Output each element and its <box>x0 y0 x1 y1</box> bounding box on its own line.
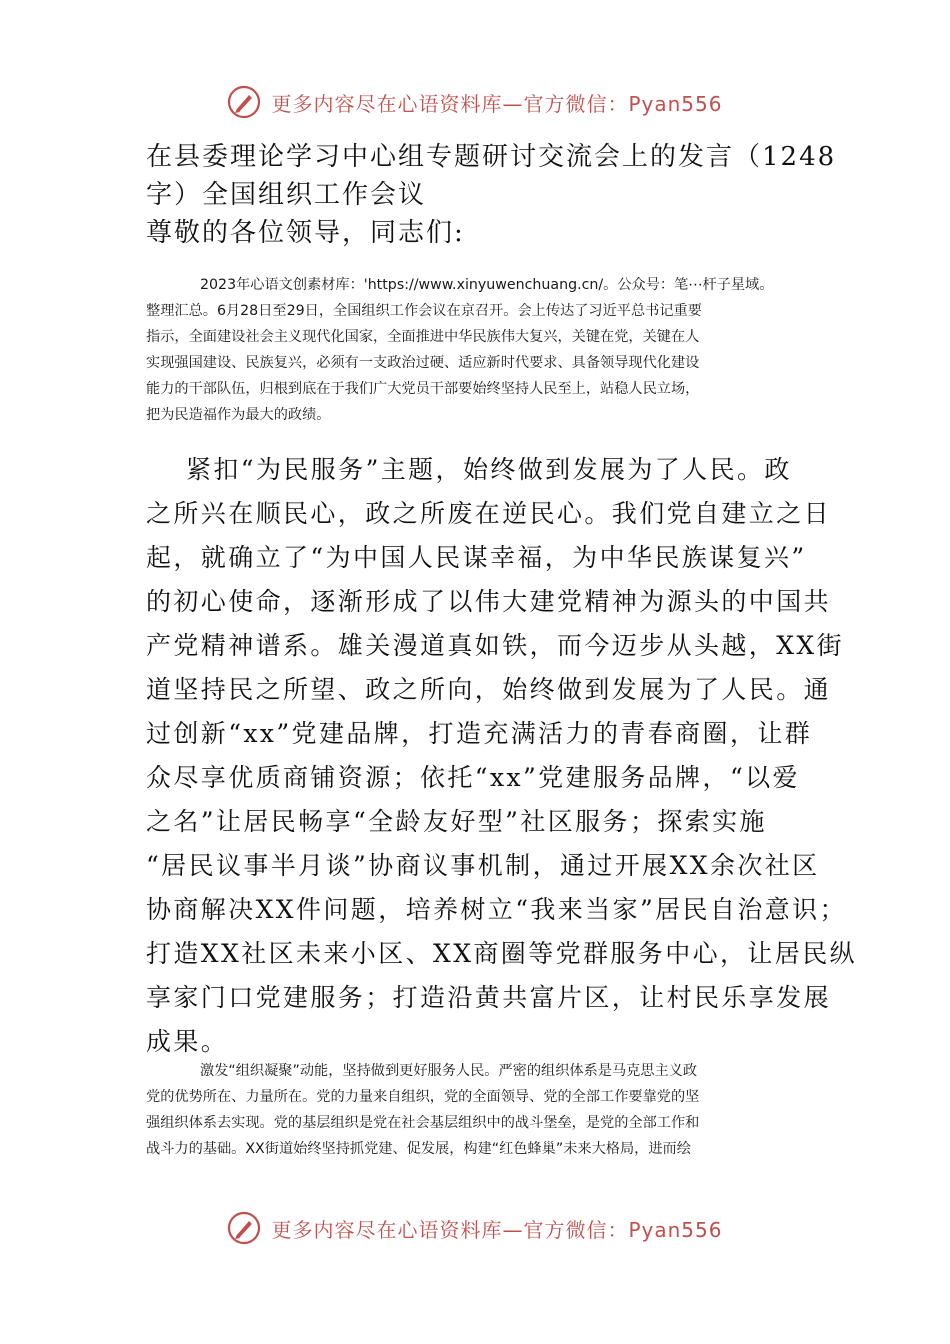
paragraph-line: 成果。 <box>146 1027 229 1056</box>
paragraph-line: 起，就确立了“为中国人民谋幸福，为中华民族谋复兴” <box>146 543 807 572</box>
paragraph-line: 指示，全面建设社会主义现代化国家，全面推进中华民族伟大复兴，关键在党，关键在人 <box>146 329 700 345</box>
main-paragraph <box>146 448 857 1064</box>
watermark-banner-top <box>0 80 950 124</box>
paragraph-line: 激发“组织凝聚”动能，坚持做到更好服务人民。严密的组织体系是马克思主义政 <box>200 1063 698 1079</box>
paragraph-line: 紧扣“为民服务”主题，始终做到发展为了人民。政 <box>186 455 792 484</box>
title-line: 在县委理论学习中心组专题研讨交流会上的发言（1248 <box>146 142 837 172</box>
pen-circle-icon <box>227 85 261 119</box>
paragraph-line: 强组织体系去实现。党的基层组织是党在社会基层组织中的战斗堡垒，是党的全部工作和 <box>146 1115 700 1131</box>
outro-paragraph <box>146 1058 816 1162</box>
paragraph-line: 享家门口党建服务；打造沿黄共富片区，让村民乐享发展 <box>146 983 832 1012</box>
paragraph-line: 整理汇总。6月28日至29日，全国组织工作会议在京召开。会上传达了习近平总书记重要 <box>146 303 702 319</box>
paragraph-line: 过创新“xx”党建品牌，打造充满活力的青春商圈，让群 <box>146 719 813 748</box>
pen-circle-icon <box>227 1211 261 1245</box>
paragraph-line: 2023年心语文创素材库：'https://www.xinyuwenchuang.cn/。公众号：笔⋯杆子星域。 <box>200 277 774 293</box>
paragraph-line: 之所兴在顺民心，政之所废在逆民心。我们党自建立之日 <box>146 499 832 528</box>
paragraph-line: “居民议事半月谈”协商议事机制，通过开展XX余次社区 <box>146 851 820 880</box>
intro-paragraph <box>146 272 816 428</box>
paragraph-line: 协商解决XX件问题，培养树立“我来当家”居民自治意识； <box>146 895 847 924</box>
watermark-text: 更多内容尽在心语资料库—官方微信：Pyan556 <box>271 1217 723 1242</box>
paragraph-line: 的初心使命，逐渐形成了以伟大建党精神为源头的中国共 <box>146 587 832 616</box>
salutation: 尊敬的各位领导，同志们: <box>146 218 465 248</box>
watermark-text: 更多内容尽在心语资料库—官方微信：Pyan556 <box>271 91 723 116</box>
paragraph-line: 众尽享优质商铺资源；依托“xx”党建服务品牌，“以爱 <box>146 763 800 792</box>
paragraph-line: 战斗力的基础。XX街道始终坚持抓党建、促发展，构建“红色蜂巢”未来大格局，进而绘 <box>146 1141 691 1157</box>
watermark-banner-bottom <box>0 1206 950 1250</box>
paragraph-line: 党的优势所在、力量所在。党的力量来自组织，党的全面领导、党的全部工作要靠党的坚 <box>146 1089 700 1105</box>
paragraph-line: 之名”让居民畅享“全龄友好型”社区服务；探索实施 <box>146 807 767 836</box>
paragraph-line: 产党精神谱系。雄关漫道真如铁，而今迈步从头越，XX街 <box>146 631 844 660</box>
title-line: 字）全国组织工作会议 <box>146 180 427 210</box>
paragraph-line: 把为民造福作为最大的政绩。 <box>146 407 331 423</box>
document-title <box>146 138 837 252</box>
paragraph-line: 实现强国建设、民族复兴，必须有一支政治过硬、适应新时代要求、具备领导现代化建设 <box>146 355 700 371</box>
paragraph-line: 道坚持民之所望、政之所向，始终做到发展为了人民。通 <box>146 675 832 704</box>
paragraph-line: 打造XX社区未来小区、XX商圈等党群服务中心，让居民纵 <box>146 939 857 968</box>
paragraph-line: 能力的干部队伍，归根到底在于我们广大党员干部要始终坚持人民至上，站稳人民立场， <box>146 381 700 397</box>
